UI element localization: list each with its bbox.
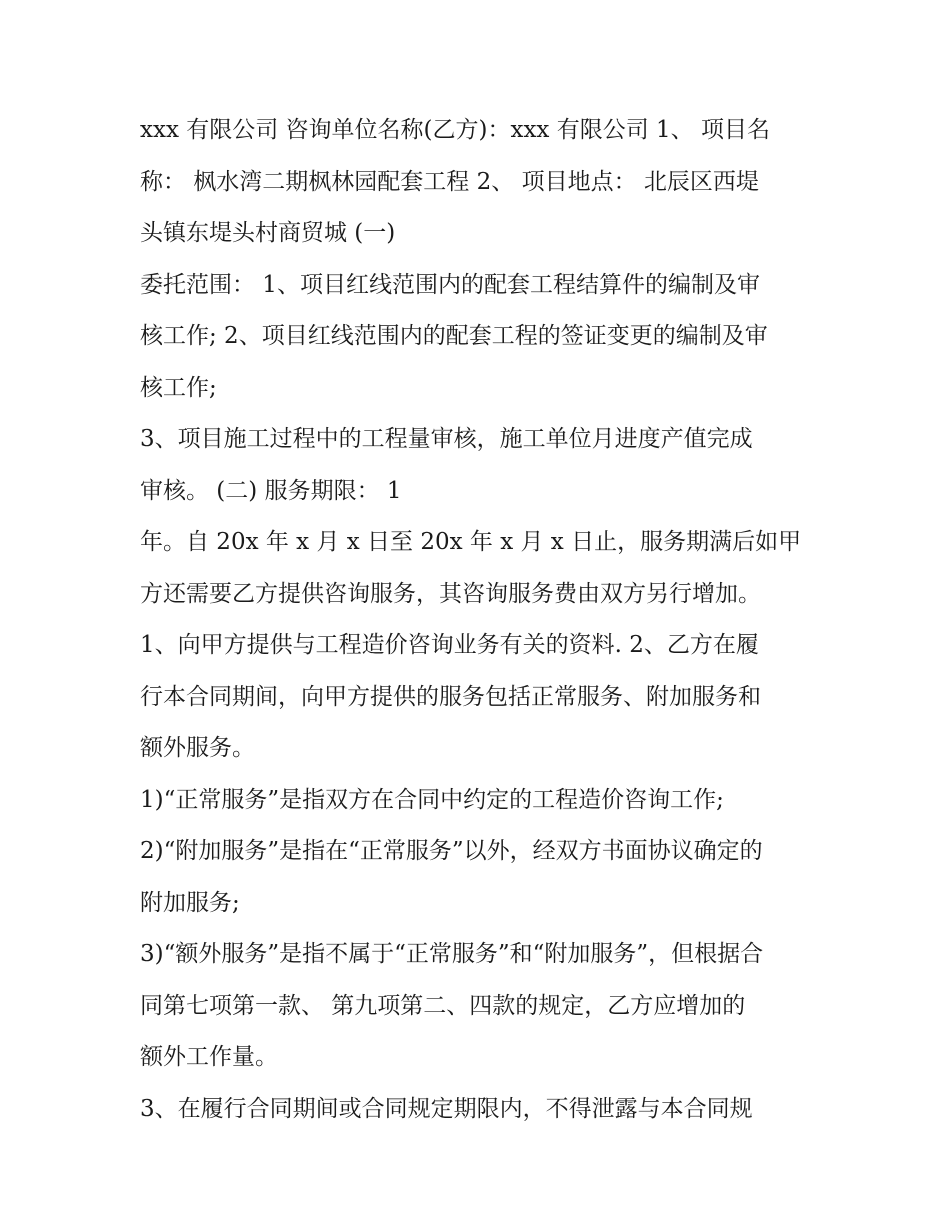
paragraph-additional-service [140, 826, 820, 929]
paragraph-obligations [140, 620, 820, 775]
paragraph-scope [140, 260, 820, 415]
paragraph-extra-service [140, 929, 820, 1084]
text-line: 额外工作量。 [140, 1044, 278, 1070]
text-line: 1)“正常服务”是指双方在合同中约定的工程造价咨询工作; [140, 786, 724, 813]
paragraph-audit [140, 414, 820, 517]
text-line: 委托范围： 1、项目红线范围内的配套工程结算件的编制及审 [140, 271, 760, 298]
paragraph-confidentiality [140, 1084, 820, 1136]
paragraph-service-period [140, 517, 820, 620]
text-line: 同第七项第一款、 第九项第二、四款的规定，乙方应增加的 [140, 992, 746, 1019]
text-line: 审核。 (二) 服务期限： 1 [140, 477, 402, 504]
text-line: 额外服务。 [140, 735, 255, 761]
text-line: 3、在履行合同期间或合同规定期限内，不得泄露与本合同规 [140, 1095, 753, 1122]
text-line: 3)“额外服务”是指不属于“正常服务”和“附加服务”，但根据合 [140, 941, 764, 967]
text-line: 2)“附加服务”是指在“正常服务”以外，经双方书面协议确定的 [140, 838, 763, 864]
document-body [140, 105, 820, 1135]
text-line: 3、项目施工过程中的工程量审核，施工单位月进度产值完成 [140, 426, 753, 452]
text-line: 称： 枫水湾二期枫林园配套工程 2、 项目地点： 北辰区西堤 [140, 168, 759, 195]
text-line: 1、向甲方提供与工程造价咨询业务有关的资料. 2、乙方在履 [140, 632, 759, 658]
paragraph-normal-service [140, 775, 820, 827]
text-line: 附加服务; [140, 889, 240, 916]
text-line: 核工作; 2、项目红线范围内的配套工程的签证变更的编制及审 [140, 323, 768, 349]
text-line: xxx 有限公司 咨询单位名称(乙方)：xxx 有限公司 1、 项目名 [140, 117, 770, 143]
text-line: 年。自 20x 年 x 月 x 日至 20x 年 x 月 x 日止，服务期满后如甲 [140, 529, 802, 555]
text-line: 方还需要乙方提供咨询服务，其咨询服务费由双方另行增加。 [140, 580, 761, 607]
text-line: 核工作; [140, 374, 217, 401]
text-line: 头镇东堤头村商贸城 (一) [140, 220, 396, 246]
paragraph-parties-project [140, 105, 820, 260]
text-line: 行本合同期间，向甲方提供的服务包括正常服务、附加服务和 [140, 683, 761, 710]
